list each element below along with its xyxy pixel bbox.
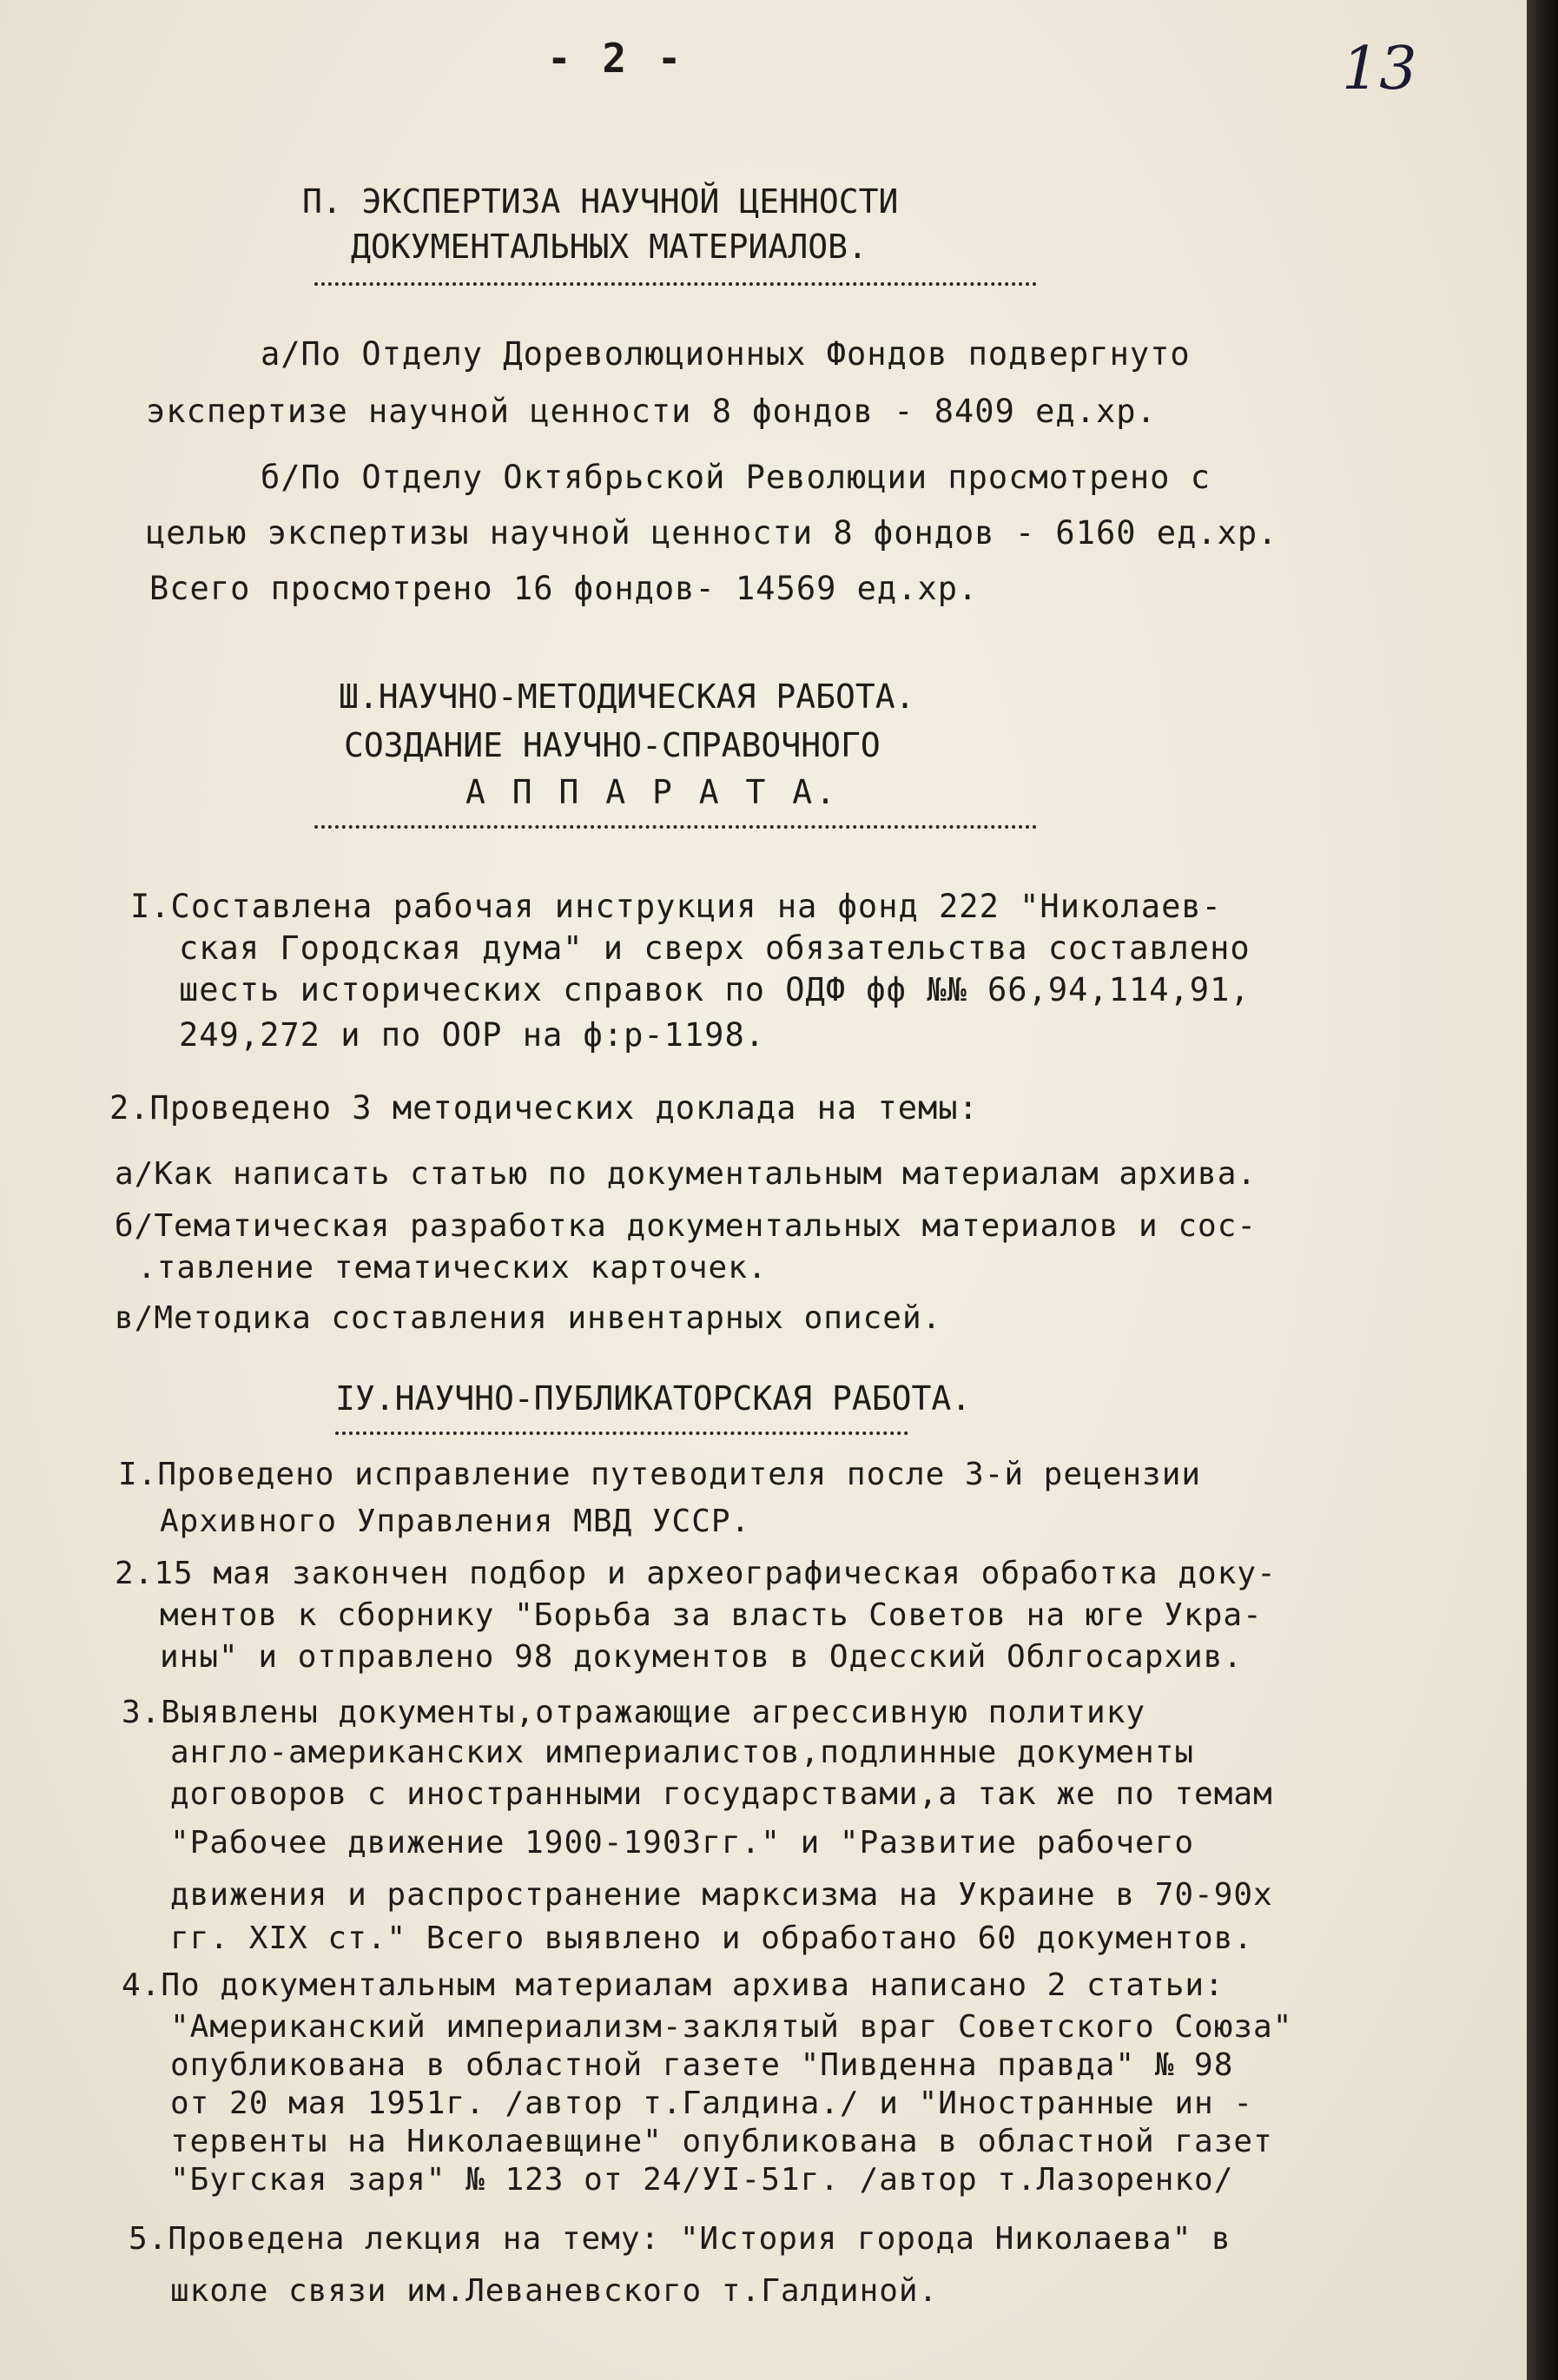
scan-dark-edge: [1527, 0, 1558, 2380]
section-4-item1-line1: I.Проведено исправление путеводителя после 3-й рецензии: [118, 1457, 1202, 1492]
section-4-underline: [335, 1431, 908, 1435]
section-4-item4-line4: от 20 мая 1951г. /автор т.Галдина./ и "Иностранные ин -: [170, 2086, 1254, 2121]
section-2-para-b-line2: целью экспертизы научной ценности 8 фондов - 6160 ед.хр.: [146, 514, 1278, 552]
section-3-item1-line2: ская Городская дума" и сверх обязательства составлено: [179, 929, 1251, 967]
section-2-underline: [314, 282, 1037, 286]
section-3-item2-b-line2: .тавление тематических карточек.: [137, 1250, 768, 1286]
section-4-item4-line1: 4.По документальным материалам архива написано 2 статьи:: [122, 1967, 1225, 2003]
section-4-item5-line1: 5.Проведена лекция на тему: "История города Николаева" в: [129, 2221, 1231, 2257]
section-2-para-a-line1: а/По Отделу Дореволюционных Фондов подвергнуто: [261, 335, 1191, 373]
section-2-para-b-line1: б/По Отделу Октябрьской Революции просмотрено с: [261, 459, 1211, 496]
section-4-item4-line2: "Американский империализм-заклятый враг Советского Союза": [170, 2009, 1293, 2045]
section-3-item2-a: а/Как написать статью по документальным материалам архива.: [115, 1156, 1258, 1192]
section-3-title-line3: А П П А Р А Т А.: [465, 773, 840, 811]
section-4-item1-line2: Архивного Управления МВД УССР.: [160, 1504, 751, 1539]
section-3-title-line1: Ш.НАУЧНО-МЕТОДИЧЕСКАЯ РАБОТА.: [339, 678, 915, 716]
section-4-item4-line5: тервенты на Николаевщине" опубликована в областной газет: [170, 2124, 1273, 2159]
section-3-item2-c: в/Методика составления инвентарных описей.: [115, 1300, 942, 1336]
section-4-item4-line6: "Бугская заря" № 123 от 24/УI-51г. /автор т.Лазоренко/: [170, 2162, 1234, 2198]
section-4-item2-line2: ментов к сборнику "Борьба за власть Советов на юге Укра-: [160, 1597, 1263, 1633]
section-4-item5-line2: школе связи им.Леваневского т.Галдиной.: [170, 2273, 939, 2309]
section-4-item2-line3: ины" и отправлено 98 документов в Одесский Облгосархив.: [160, 1639, 1244, 1675]
section-3-item1-line4: 249,272 и по ООР на ф:р-1198.: [179, 1016, 766, 1054]
section-3-title-line2: СОЗДАНИЕ НАУЧНО-СПРАВОЧНОГО: [344, 726, 881, 764]
section-3-underline: [314, 825, 1037, 829]
section-4-item3-line5: движения и распространение марксизма на Украине в 70-90х: [170, 1877, 1273, 1913]
section-3-item2-intro: 2.Проведено 3 методических доклада на темы:: [109, 1089, 979, 1127]
section-4-item2-line1: 2.15 мая закончен подбор и археографическая обработка доку-: [115, 1556, 1277, 1591]
handwritten-folio-number: 13: [1342, 35, 1417, 103]
section-4-item3-line3: договоров с иностранными государствами,а так же по темам: [170, 1776, 1273, 1812]
section-2-title-line1: П. ЭКСПЕРТИЗА НАУЧНОЙ ЦЕННОСТИ: [302, 182, 899, 221]
section-2-title-line2: ДОКУМЕНТАЛЬНЫХ МАТЕРИАЛОВ.: [351, 228, 868, 266]
section-2-para-a-line2: экспертизе научной ценности 8 фондов - 8409 ед.хр.: [146, 393, 1157, 430]
section-4-item3-line4: "Рабочее движение 1900-1903гг." и "Развитие рабочего: [170, 1825, 1195, 1861]
section-2-total: Всего просмотрено 16 фондов- 14569 ед.хр.: [149, 570, 979, 607]
page-number: - 2 -: [547, 35, 685, 82]
section-4-item4-line3: опубликована в областной газете "Пивденна правда" № 98: [170, 2047, 1234, 2083]
section-4-item3-line2: англо-американских империалистов,подлинные документы: [170, 1735, 1195, 1770]
section-4-item3-line6: гг. XIX ст." Всего выявлено и обработано 60 документов.: [170, 1921, 1254, 1956]
section-3-item1-line3: шесть исторических справок по ОДФ фф №№ 66,94,114,91,: [179, 971, 1251, 1008]
section-3-item1-line1: I.Составлена рабочая инструкция на фонд 222 "Николаев-: [130, 888, 1222, 925]
section-4-title: IУ.НАУЧНО-ПУБЛИКАТОРСКАЯ РАБОТА.: [335, 1379, 972, 1418]
section-4-item3-line1: 3.Выявлены документы,отражающие агрессивную политику: [122, 1695, 1146, 1730]
section-3-item2-b-line1: б/Тематическая разработка документальных материалов и сос-: [115, 1208, 1258, 1244]
